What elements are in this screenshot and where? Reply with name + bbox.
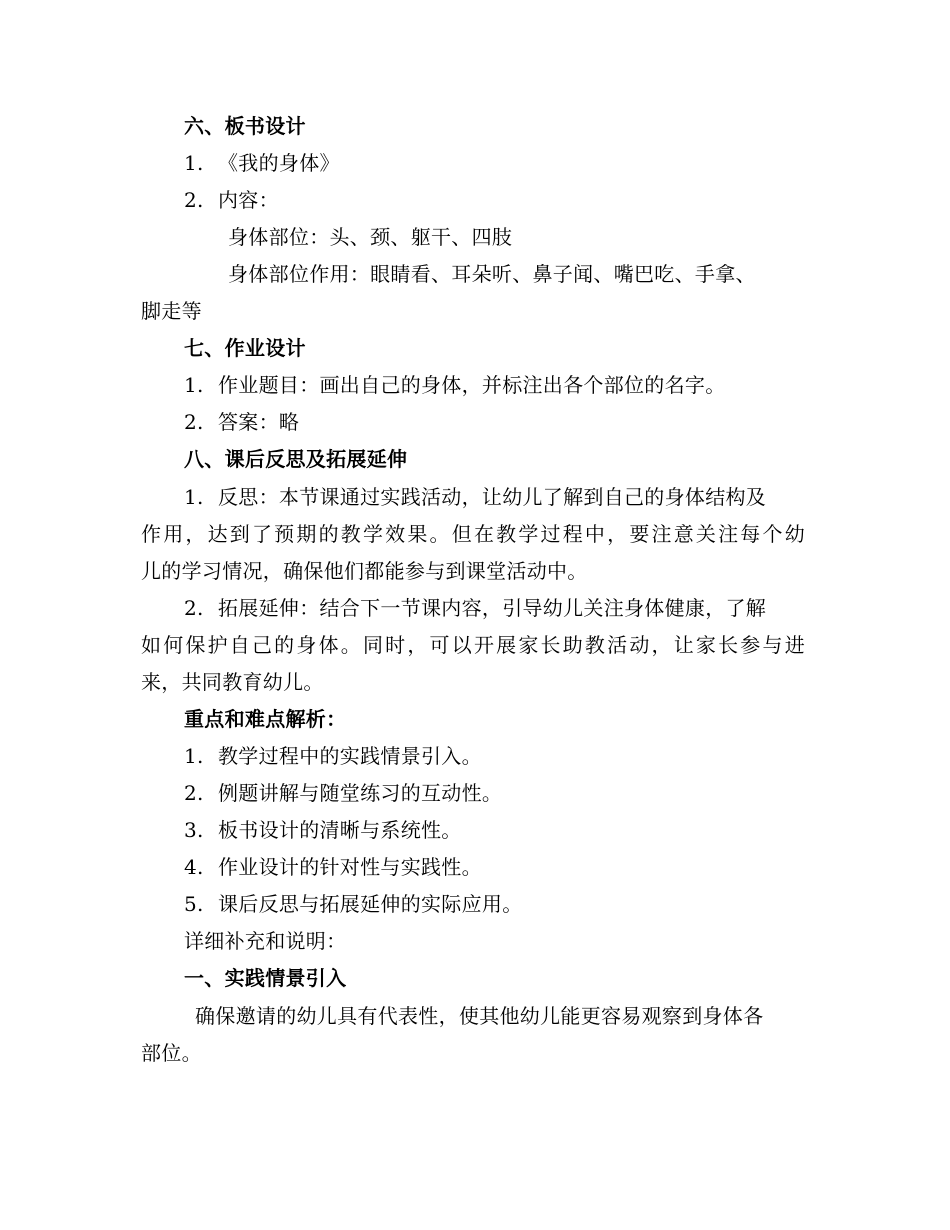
section-heading-board-design: 六、板书设计: [184, 114, 306, 138]
list-number: 2.: [184, 596, 204, 620]
paragraph-line: 作用，达到了预期的教学效果。但在教学过程中，要注意关注每个幼: [141, 522, 805, 546]
list-text: 作业设计的针对性与实践性。: [218, 855, 482, 879]
list-number: 2.: [184, 188, 204, 212]
body-functions-line: 身体部位作用：眼睛看、耳朵听、鼻子闻、嘴巴吃、手拿、: [228, 262, 756, 286]
section-heading-homework: 七、作业设计: [184, 336, 306, 360]
list-item: [184, 818, 462, 842]
list-item: [184, 410, 299, 434]
list-item: [184, 892, 523, 916]
list-text: 课后反思与拓展延伸的实际应用。: [218, 892, 523, 916]
list-text: 板书设计的清晰与系统性。: [218, 818, 462, 842]
body-parts-line: 身体部位：头、颈、躯干、四肢: [228, 225, 513, 249]
list-number: 1.: [184, 744, 204, 768]
paragraph-line: 来，共同教育幼儿。: [141, 670, 324, 694]
list-text: 答案：略: [218, 410, 300, 434]
list-text: 《我的身体》: [218, 151, 340, 175]
list-number: 4.: [184, 855, 204, 879]
paragraph-text: 拓展延伸：结合下一节课内容，引导幼儿关注身体健康，了解: [218, 596, 767, 620]
list-number: 3.: [184, 818, 204, 842]
paragraph-line: [184, 485, 766, 509]
section-heading-key-points: 重点和难点解析：: [184, 707, 347, 731]
list-number: 1.: [184, 151, 204, 175]
list-number: 1.: [184, 485, 204, 509]
paragraph-line: 部位。: [141, 1041, 202, 1065]
list-item: [184, 855, 482, 879]
section-heading-reflection: 八、课后反思及拓展延伸: [184, 447, 408, 471]
list-number: 2.: [184, 781, 204, 805]
paragraph-line: 如何保护自己的身体。同时，可以开展家长助教活动，让家长参与进: [141, 633, 805, 657]
list-text: 内容：: [218, 188, 279, 212]
paragraph-line: 确保邀请的幼儿具有代表性，使其他幼儿能更容易观察到身体各: [195, 1004, 764, 1028]
section-heading-practice-intro: 一、实践情景引入: [184, 966, 347, 990]
list-item: [184, 188, 279, 212]
list-item: [184, 744, 482, 768]
list-item: [184, 373, 726, 397]
paragraph-line: [184, 596, 766, 620]
paragraph-text: 反思：本节课通过实践活动，让幼儿了解到自己的身体结构及: [218, 485, 767, 509]
paragraph-line: 儿的学习情况，确保他们都能参与到课堂活动中。: [141, 559, 588, 583]
body-functions-line-continued: 脚走等: [141, 299, 202, 323]
list-item: [184, 781, 502, 805]
list-number: 1.: [184, 373, 204, 397]
supplement-intro: 详细补充和说明：: [184, 929, 347, 953]
list-text: 作业题目：画出自己的身体，并标注出各个部位的名字。: [218, 373, 726, 397]
list-number: 5.: [184, 892, 204, 916]
list-item: [184, 151, 340, 175]
list-text: 例题讲解与随堂练习的互动性。: [218, 781, 503, 805]
list-number: 2.: [184, 410, 204, 434]
list-text: 教学过程中的实践情景引入。: [218, 744, 482, 768]
